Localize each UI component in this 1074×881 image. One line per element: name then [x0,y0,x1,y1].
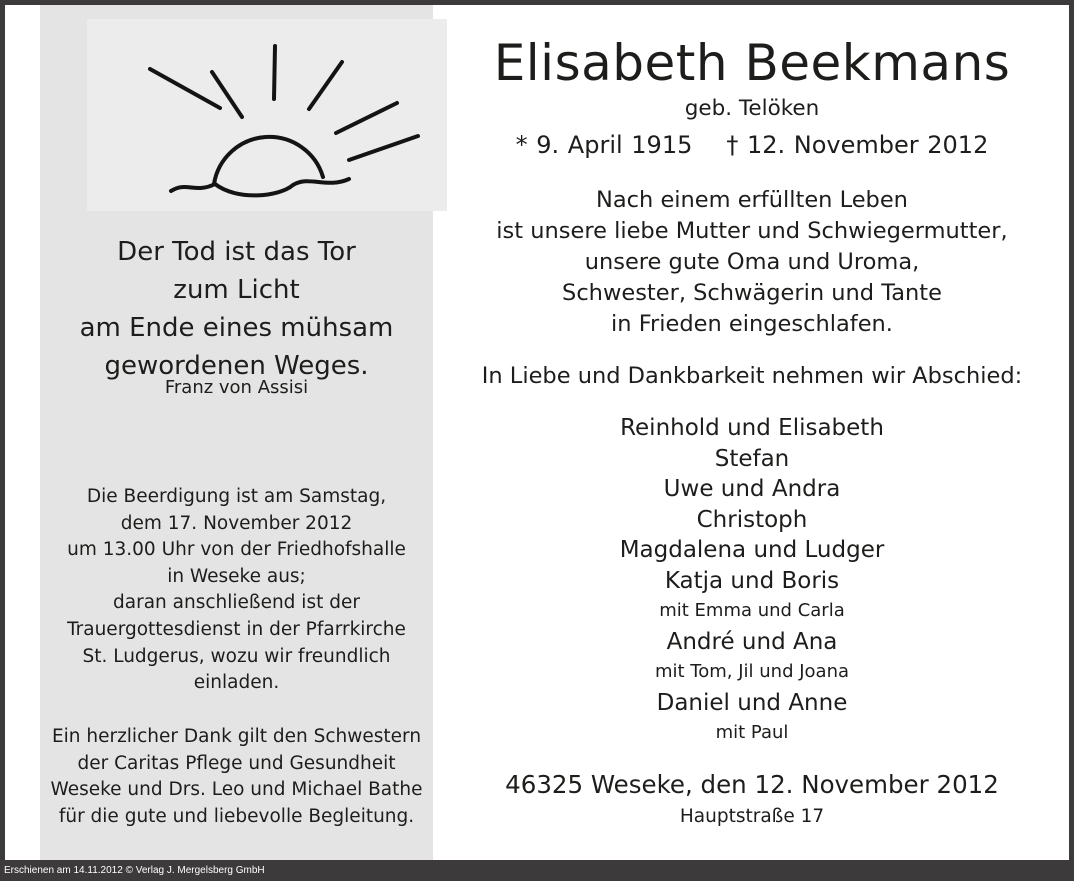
death-date: † 12. November 2012 [726,131,989,159]
quote-line: am Ende eines mühsam [79,313,394,343]
mourner-children: mit Paul [715,722,789,743]
mourner: Daniel und Anne [656,689,848,716]
left-panel [40,5,433,860]
mourner: Reinhold und Elisabeth [620,415,884,441]
death-notice [435,185,1069,340]
mourner: Christoph [696,506,808,533]
notice-line: in Frieden eingeschlafen. [611,311,893,337]
farewell-line: In Liebe und Dankbarkeit nehmen wir Abschied: [481,363,1023,389]
mourner: Uwe und Andra [663,476,841,502]
notice-line: ist unsere liebe Mutter und Schwiegermutter, [496,218,1008,244]
funeral-line: um 13.00 Uhr von der Friedhofshalle [67,539,406,561]
funeral-line: St. Ludgerus, wozu wir freundlich [82,645,391,667]
funeral-line: dem 17. November 2012 [120,512,353,534]
mourner: André und Ana [666,628,838,655]
maiden-name: geb. Telöken [684,96,820,121]
obituary-card [5,5,1069,860]
mourners-list [435,413,1069,749]
funeral-line: einladen. [193,672,280,694]
notice-line: unsere gute Oma und Uroma, [584,249,920,275]
funeral-info [40,484,433,697]
funeral-line: Trauergottesdienst in der Pfarrkirche [67,618,406,640]
deceased-name: Elisabeth Beekmans [493,34,1011,92]
rising-sun-icon [87,19,447,211]
birth-date: * 9. April 1915 [515,131,693,159]
thanks-note [40,724,433,830]
quote-author: Franz von Assisi [164,377,309,398]
quote [40,233,433,385]
quote-line: zum Licht [173,275,300,305]
mourner-children: mit Emma und Carla [659,600,845,621]
sun-illustration [87,19,447,211]
mourner: Magdalena und Ludger [619,537,885,563]
thanks-line: Ein herzlicher Dank gilt den Schwestern [51,726,422,747]
mourner: Stefan [714,445,790,472]
street-address: Hauptstraße 17 [679,806,825,827]
life-dates [435,131,1069,159]
funeral-line: in Weseke aus; [167,565,306,587]
thanks-line: Weseke und Drs. Leo und Michael Bathe [50,779,423,801]
funeral-line: Die Beerdigung ist am Samstag, [86,486,387,507]
notice-line: Schwester, Schwägerin und Tante [562,280,942,306]
mourner: Katja und Boris [664,567,840,594]
mourner-children: mit Tom, Jil und Joana [654,661,850,682]
quote-line: gewordenen Weges. [104,351,369,381]
notice-line: Nach einem erfüllten Leben [596,187,908,213]
thanks-line: der Caritas Pflege und Gesundheit [77,752,396,774]
place-date: 46325 Weseke, den 12. November 2012 [505,770,999,799]
quote-line: Der Tod ist das Tor [117,237,356,267]
publication-footer: Erschienen am 14.11.2012 © Verlag J. Mergelsberg GmbH [4,865,265,876]
thanks-line: für die gute und liebevolle Begleitung. [58,805,415,827]
funeral-line: daran anschließend ist der [113,592,360,614]
